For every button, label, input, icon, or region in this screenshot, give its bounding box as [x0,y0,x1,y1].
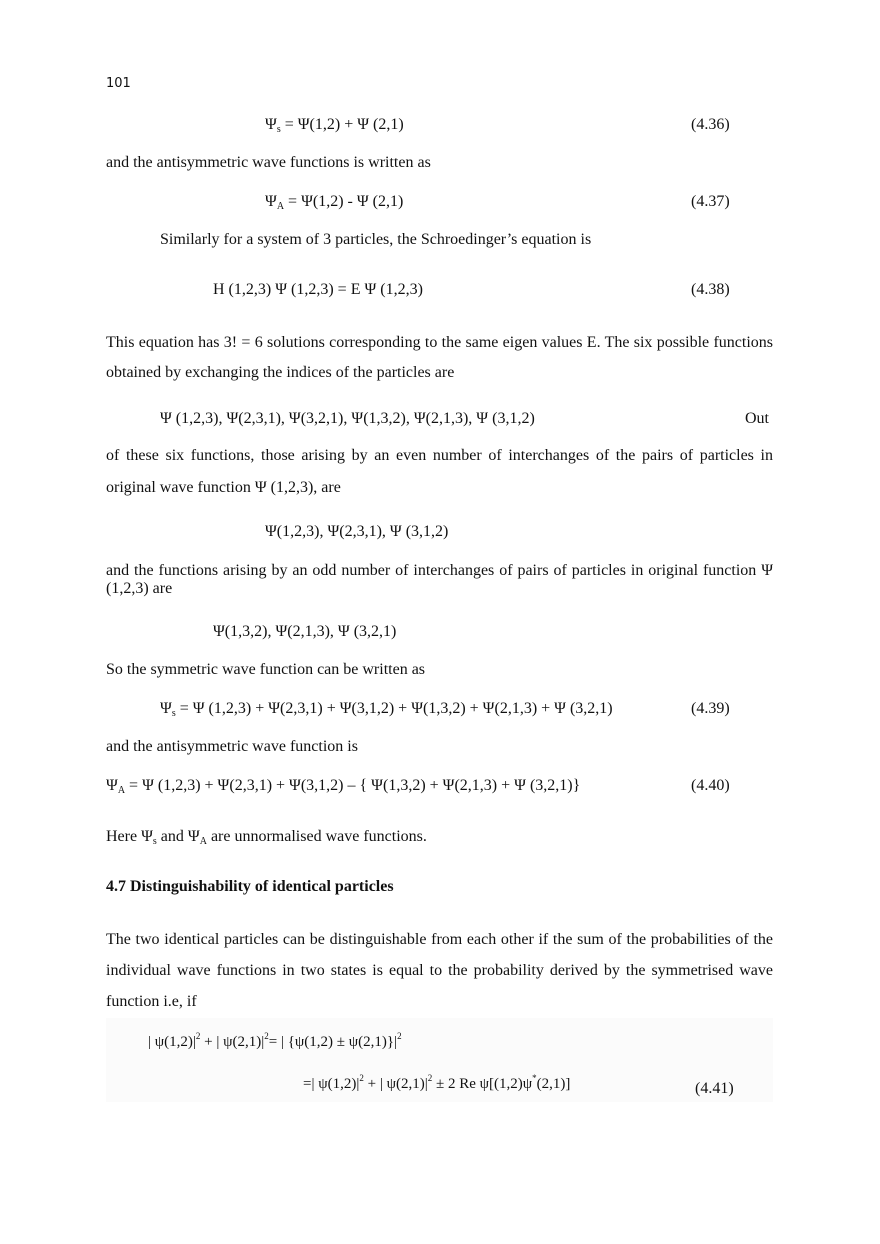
paragraph-solutions: This equation has 3! = 6 solutions corresponding to the same eigen values E. The six possible functions obtained by exchanging the indices of the particles are [106,334,773,381]
eq-rhs: = Ψ(1,2) - Ψ (2,1) [284,193,404,210]
eq-rhs: = Ψ(1,2) + Ψ (2,1) [280,116,404,133]
paragraph-distinguishability: The two identical particles can be distinguishable from each other if the sum of the probabilities of the individual wave functions in two states is equal to the probability derived by the symmetrised wave function i.e, if [106,931,773,1010]
superscript-star: * [532,1073,537,1083]
math-term: =| ψ(1,2)| [303,1076,360,1092]
equation-4-38: H (1,2,3) Ψ (1,2,3) = E Ψ (1,2,3) [213,281,423,298]
text-fragment: Here Ψ [106,828,153,845]
equation-4-37 [265,192,403,212]
equation-4-36 [265,115,404,135]
text-fragment: are unnormalised wave functions. [206,828,427,845]
math-term: + | ψ(2,1)| [200,1034,265,1050]
paragraph-odd-interchanges: and the functions arising by an odd number of interchanges of pairs of particles in original function Ψ (1,2,3) are [106,562,773,597]
superscript-2: 2 [359,1073,364,1083]
subscript-a: A [199,836,207,847]
list-even-functions: Ψ(1,2,3), Ψ(2,3,1), Ψ (3,1,2) [265,523,449,540]
math-term: = | {ψ(1,2) ± ψ(2,1)}| [268,1034,398,1050]
math-term: + | ψ(2,1)| [363,1076,428,1092]
equation-label-4-36: (4.36) [691,116,730,133]
eq-lhs: Ψ [106,777,118,794]
equation-4-41-line-2 [303,1073,571,1093]
math-term: | ψ(1,2)| [148,1034,196,1050]
eq-rhs: = Ψ (1,2,3) + Ψ(2,3,1) + Ψ(3,1,2) – { Ψ(1,3,2) + Ψ(2,1,3) + Ψ (3,2,1)} [125,777,581,794]
eq-lhs: Ψ [265,116,277,133]
math-term: ± 2 Re ψ[(1,2)ψ [432,1076,533,1092]
text-antisym-is: and the antisymmetric wave function is [106,738,358,755]
superscript-2: 2 [397,1031,402,1041]
subscript-s: s [152,836,157,847]
superscript-2: 2 [427,1073,433,1083]
eq-lhs-subscript: A [276,201,285,212]
equation-label-4-38: (4.38) [691,281,730,298]
text-symmetric-written: So the symmetric wave function can be written as [106,661,426,678]
text-antisym-intro: and the antisymmetric wave functions is written as [106,154,431,171]
superscript-2: 2 [264,1031,269,1041]
paragraph-even-interchanges: of these six functions, those arising by an even number of interchanges of the pairs of particles in original wave function Ψ (1,2,3), are [106,447,773,496]
equation-4-39 [160,699,613,719]
equation-4-41-line-1 [148,1031,402,1051]
eq-lhs: Ψ [265,193,277,210]
superscript-2: 2 [195,1031,201,1041]
text-fragment: and Ψ [156,828,200,845]
list-six-functions: Ψ (1,2,3), Ψ(2,3,1), Ψ(3,2,1), Ψ(1,3,2), Ψ(2,1,3), Ψ (3,1,2) [160,410,535,427]
equation-label-4-39: (4.39) [691,700,730,717]
eq-lhs-subscript: A [117,785,126,796]
math-term: (2,1)] [536,1076,571,1092]
page-number: 101 [106,76,131,91]
text-three-particles: Similarly for a system of 3 particles, the Schroedinger’s equation is [160,231,592,248]
text-out: Out [745,410,769,427]
eq-lhs: Ψ [160,700,172,717]
list-odd-functions: Ψ(1,3,2), Ψ(2,1,3), Ψ (3,2,1) [213,623,397,640]
eq-rhs: = Ψ (1,2,3) + Ψ(2,3,1) + Ψ(3,1,2) + Ψ(1,3,2) + Ψ(2,1,3) + Ψ (3,2,1) [175,700,613,717]
text-unnormalised [106,827,427,847]
equation-label-4-40: (4.40) [691,777,730,794]
eq-lhs-subscript: s [276,124,281,135]
equation-label-4-41: (4.41) [695,1080,734,1097]
equation-4-40 [106,776,580,796]
equation-label-4-37: (4.37) [691,193,730,210]
eq-lhs-subscript: s [171,708,176,719]
section-heading: 4.7 Distinguishability of identical particles [106,878,394,895]
